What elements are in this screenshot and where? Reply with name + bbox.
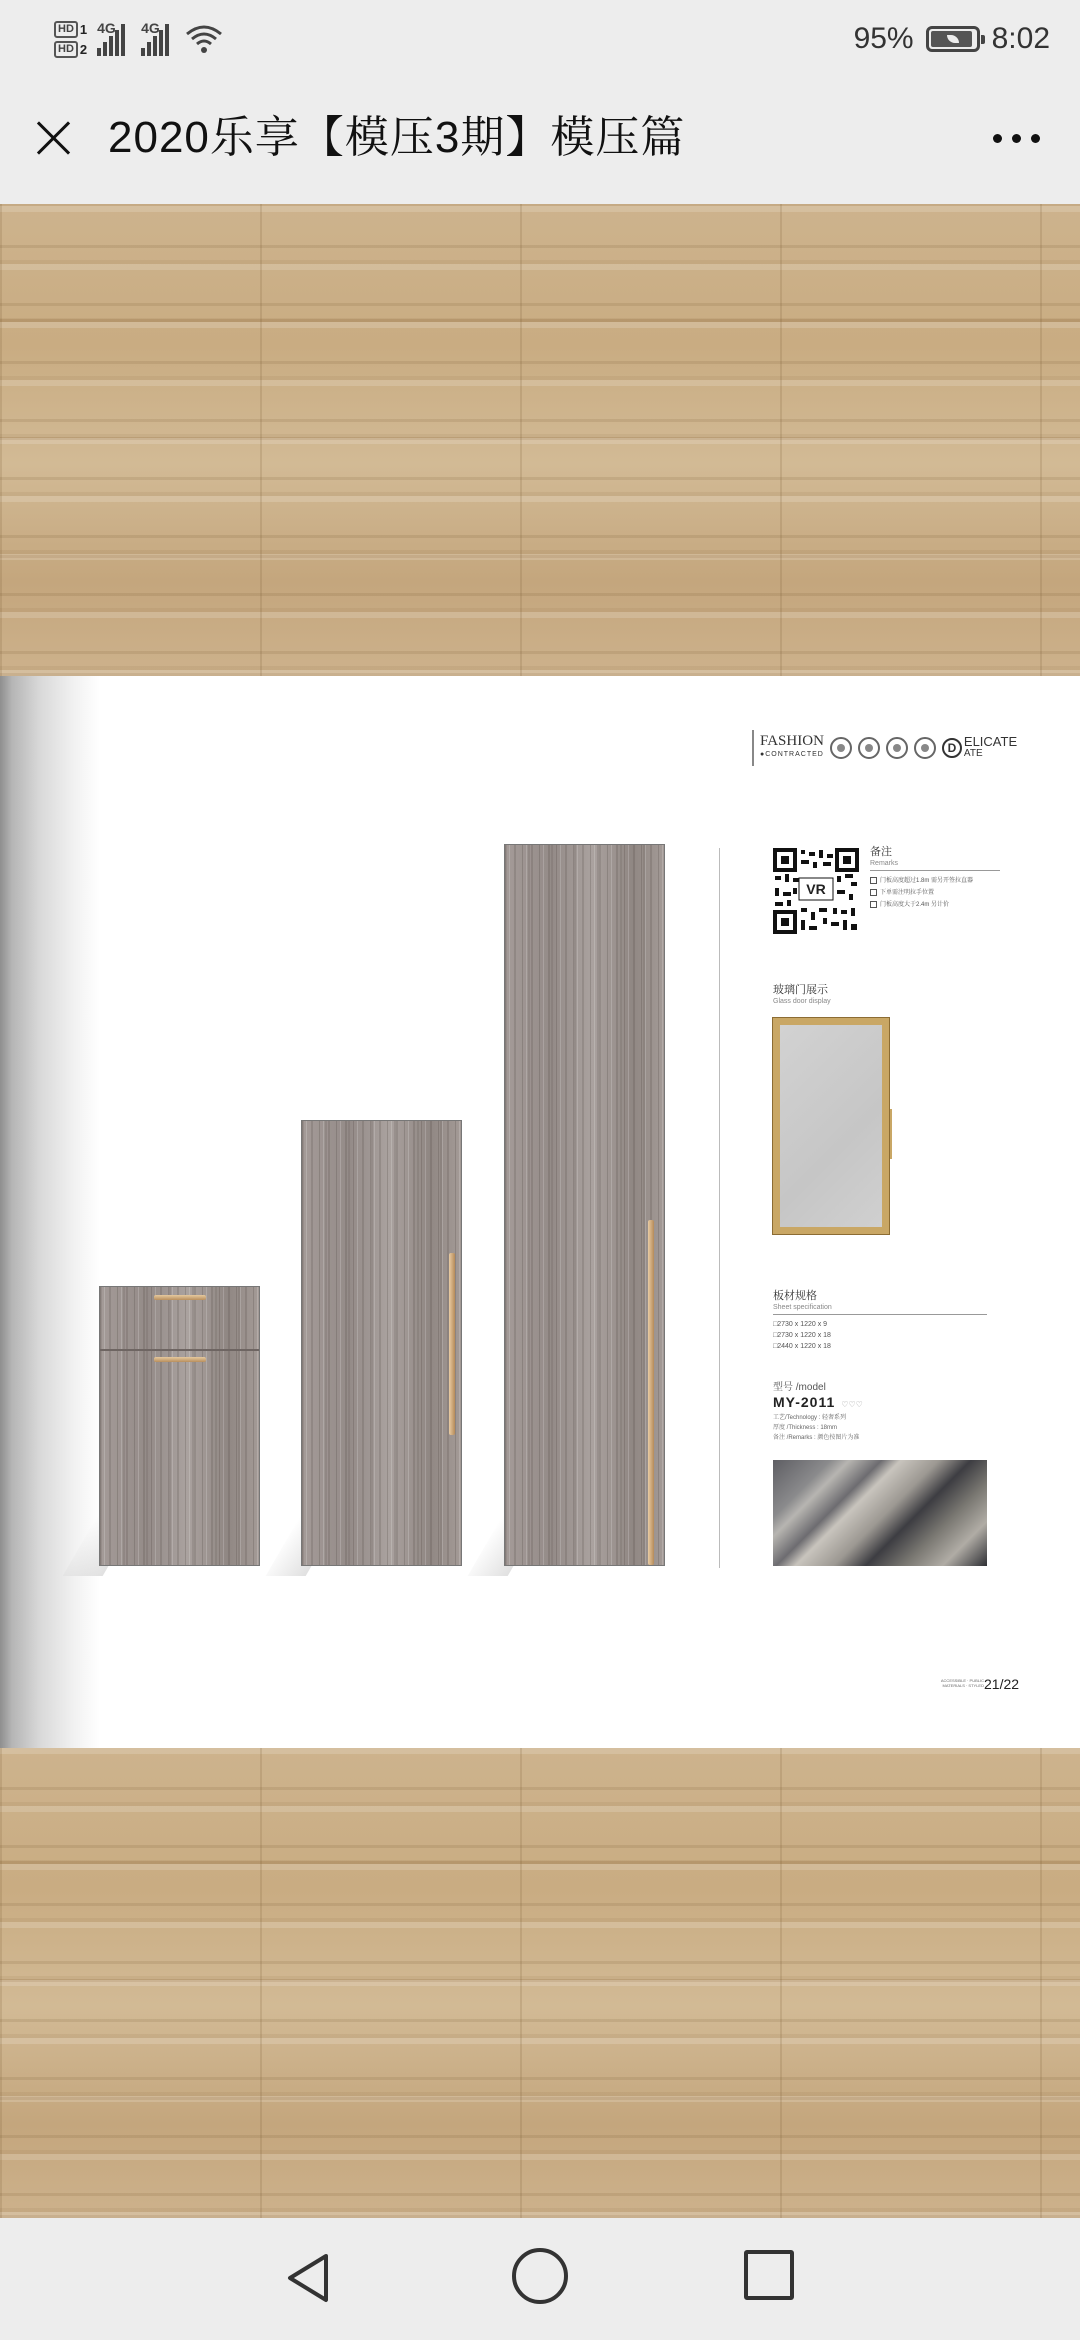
brand-left-line2: ●CONTRACTED — [760, 751, 824, 758]
wifi-icon — [185, 24, 223, 54]
glass-title-en: Glass door display — [773, 998, 831, 1005]
model-thickness: 厚度 /Thickness : 18mm — [773, 1425, 838, 1431]
spec-item: □2730 x 1220 x 18 — [773, 1332, 831, 1339]
cabinet-door-medium — [301, 1120, 462, 1566]
glass-door-image — [773, 1018, 889, 1234]
model-remark: 备注 /Remarks : 颜色按图片为准 — [773, 1435, 860, 1441]
nav-bar — [0, 72, 1080, 204]
drawer-handle-bottom — [154, 1357, 206, 1362]
signal-icon — [97, 22, 131, 56]
model-label: 型号 /model — [773, 1382, 826, 1393]
qr-vr-label: VR — [806, 881, 826, 897]
network2-label: 4G — [141, 20, 160, 36]
battery-icon — [926, 26, 980, 52]
glass-title-cn: 玻璃门展示 — [773, 984, 828, 996]
wood-texture-bottom — [0, 1748, 1080, 2218]
drawer-handle-top — [154, 1295, 206, 1300]
model-section — [773, 1382, 987, 1443]
remark-item: 下单需注明拉手位置 — [870, 887, 1000, 899]
remarks-title-en: Remarks — [870, 860, 899, 867]
status-left — [54, 14, 223, 64]
article-content[interactable] — [0, 204, 1080, 2218]
status-bar — [0, 0, 1080, 72]
brand-delicate — [942, 736, 1017, 760]
glass-door-title — [773, 984, 831, 1006]
hd1-label: HD — [54, 21, 78, 38]
home-circle-icon[interactable] — [512, 2248, 568, 2304]
status-right — [854, 14, 1050, 64]
more-icon[interactable] — [986, 126, 1046, 150]
page-number: 21/22 — [984, 1676, 1020, 1692]
spec-item: □2440 x 1220 x 18 — [773, 1343, 831, 1350]
rule — [870, 870, 1000, 871]
brand-right-line2: ATE — [963, 748, 983, 759]
wood-texture-top — [0, 204, 1080, 676]
trophy-icon — [830, 737, 852, 759]
close-icon[interactable] — [28, 112, 80, 164]
hd1-sub: 1 — [79, 21, 88, 37]
spec-title-en: Sheet specification — [773, 1304, 832, 1311]
brand-right-line1: ELICATE — [963, 734, 1018, 749]
brand-strip — [752, 730, 1017, 766]
remarks-section — [870, 846, 1000, 911]
back-triangle-icon[interactable] — [280, 2250, 336, 2306]
network1-label: 4G — [97, 20, 116, 36]
page-title: 2020乐享【模压3期】模压篇 — [108, 113, 686, 162]
hd2-label: HD — [54, 41, 78, 58]
remark-item: 门板高度超过1.8m 需另开签拉直器 — [870, 875, 1000, 887]
drawer-line — [100, 1349, 259, 1351]
hd-indicators — [54, 21, 87, 58]
page-spine-shadow — [0, 676, 100, 1748]
sheet-spec-section — [773, 1290, 987, 1352]
brand-left-line1: FASHION — [760, 733, 824, 749]
page-fine-print: ACCESSIBLE · PUBLIC MATERIALS · STYLED — [940, 1678, 984, 1688]
model-rating: ♡♡♡ — [841, 1400, 863, 1409]
qr-code-icon[interactable] — [773, 848, 859, 934]
leaf-badge-icon — [886, 737, 908, 759]
hd2-indicator — [54, 41, 87, 58]
product-photo — [773, 1460, 987, 1566]
recent-square-icon[interactable] — [744, 2250, 794, 2300]
page-divider — [719, 848, 720, 1568]
flower-icon — [914, 737, 936, 759]
catalog-page — [0, 676, 1080, 1748]
brand-fashion — [760, 734, 824, 762]
clock: 8:02 — [991, 22, 1050, 55]
spec-item: □2730 x 1220 x 9 — [773, 1321, 828, 1328]
cabinet-door-short — [99, 1286, 260, 1566]
system-nav-bar — [0, 2218, 1080, 2340]
remark-item: 门板高度大于2.4m 另计价 — [870, 899, 1000, 911]
cabinet-door-tall — [504, 844, 665, 1566]
model-code-row — [773, 1394, 987, 1413]
remarks-title: 备注 — [870, 846, 892, 858]
signal-icon-2 — [141, 22, 175, 56]
pagoda-icon — [858, 737, 880, 759]
spec-title-cn: 板材规格 — [773, 1290, 817, 1302]
hd1-indicator — [54, 21, 87, 38]
model-technology: 工艺/Technology : 轻奢系列 — [773, 1415, 847, 1421]
rule — [773, 1314, 987, 1315]
door-handle-medium — [449, 1253, 455, 1435]
hd2-sub: 2 — [79, 41, 88, 57]
door-handle-tall — [648, 1220, 654, 1565]
model-code: MY-2011 — [773, 1394, 836, 1410]
brand-d-letter: D — [942, 738, 962, 758]
battery-percent: 95% — [853, 22, 914, 55]
